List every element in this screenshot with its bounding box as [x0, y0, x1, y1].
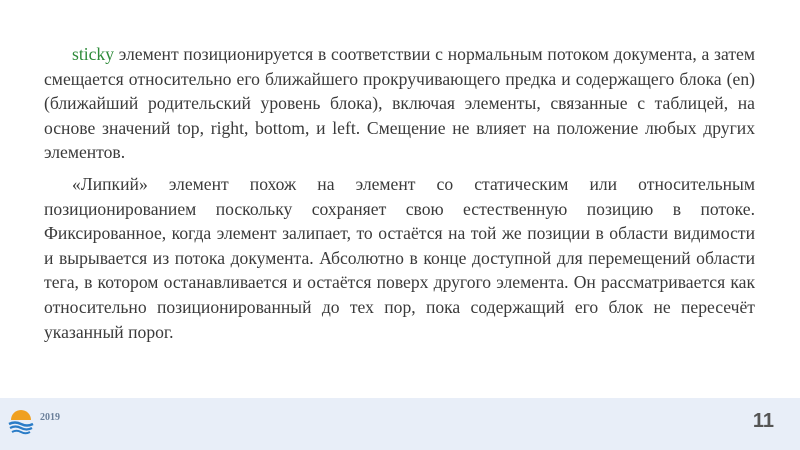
- sun-waves-logo-icon: [8, 407, 34, 435]
- sticky-keyword: sticky: [72, 44, 115, 64]
- paragraph-sticky-definition: [44, 42, 755, 165]
- page-number: 11: [752, 410, 774, 432]
- footer-bar: [0, 398, 800, 450]
- slide-content: [44, 42, 755, 344]
- footer-year: 2019: [40, 412, 60, 423]
- paragraph-sticky-explanation: «Липкий» элемент похож на элемент со статическим или относительным позиционированием поскольку сохраняет свою естественную позицию в потоке. Фиксированное, когда элемент залипает, то остаётся на той же позиции в области видимости и вырывается из потока документа. Абсолютно в конце доступной для перемещений области тега, в котором останавливается и остаётся поверх другого элемента. Он рассматривается как относительно позиционированный до тех пор, пока содержащий его блок не пересечёт указанный порог.: [44, 173, 755, 342]
- paragraph-sticky-definition-text: элемент позиционируется в соответствии с нормальным потоком документа, а затем смещается относительно его ближайшего прокручивающего предка и содержащего блока (en) (ближайший родительский уровень блока), включая элементы, связанные с таблицей, на основе значений top, right, bottom, и left. Смещение не влияет на положение любых других элементов.: [44, 44, 755, 163]
